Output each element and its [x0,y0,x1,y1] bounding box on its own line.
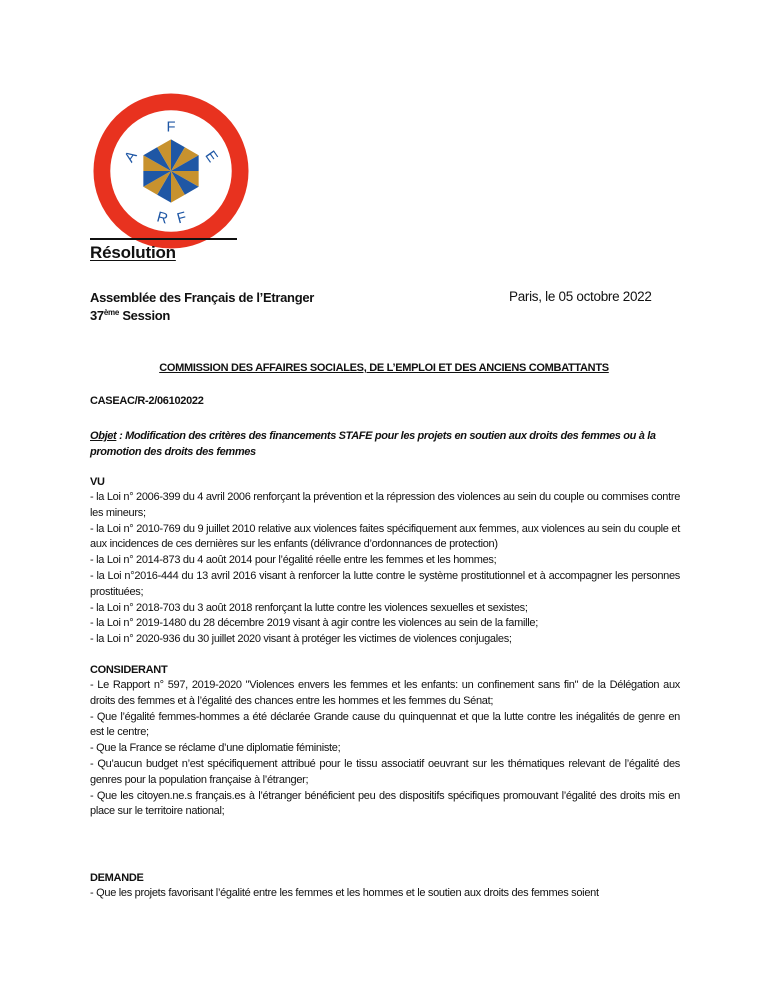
list-item: - Qu’aucun budget n’est spécifiquement attribué pour le tissu associatif oeuvrant sur les thématiques relevant de l’égalité des genres pour la population française à l’étranger; [90,757,680,786]
list-item: - la Loi n°2016-444 du 13 avril 2016 visant à renforcer la lutte contre le système prostitutionnel et à accompagner les personnes prostituées; [90,569,680,598]
logo-letter-f2: F [175,209,189,228]
title-rule [90,238,237,240]
objet-text: : Modification des critères des financements STAFE pour les projets en soutien aux droits des femmes ou à la promotion des droits des femmes [90,430,656,458]
list-item: - la Loi n° 2006-399 du 4 avril 2006 renforçant la prévention et la répression des violences au sein du couple ou commises contre les mineurs; [90,491,681,519]
list-item: - la Loi n° 2020-936 du 30 juillet 2020 visant à protéger les victimes de violences conjugales; [90,633,512,646]
list-item: - la Loi n° 2019-1480 du 28 décembre 2019 visant à agir contre les violences au sein de la famille; [90,617,538,630]
section-considerant [90,662,680,820]
organization-block [90,289,314,325]
list-item: - la Loi n° 2014-873 du 4 août 2014 pour l’égalité réelle entre les femmes et les hommes; [90,554,497,567]
section-demande [90,870,680,902]
logo-letter-f: F [166,119,176,136]
list-item: - Le Rapport n° 597, 2019-2020 "Violences envers les femmes et les enfants: un confinement sans fin" de la Délégation aux droits des femmes et à l’égalité des chances entre les hommes et les femmes du Sénat; [90,679,680,707]
list-item: - Que les citoyen.ne.s français.es à l’étranger bénéficient peu des dispositifs spécifiques promouvant l’égalité des droits mis en place sur le territoire national; [90,789,680,818]
session-number: 37 [90,308,104,323]
objet-block [90,428,680,460]
section-heading: VU [90,476,105,488]
session-suffix: ème [103,308,119,317]
afe-logo [92,92,250,250]
document-title: Résolution [90,243,176,262]
resolution-reference: CASEAC/R-2/06102022 [90,395,204,407]
section-vu [90,474,680,648]
list-item: - Que les projets favorisant l’égalité entre les femmes et les hommes et le soutien aux droits des femmes soient [90,887,599,899]
session-line [90,307,314,325]
document-date: Paris, le 05 octobre 2022 [509,289,652,304]
list-item: - la Loi n° 2018-703 du 3 août 2018 renforçant la lutte contre les violences sexuelles et sexistes; [90,601,528,614]
logo-letter-e: E [201,148,221,166]
section-heading: CONSIDERANT [90,664,168,676]
session-word: Session [122,308,171,323]
list-item: - Que la France se réclame d’une diplomatie féministe; [90,742,341,755]
logo-letter-a: A [121,148,141,166]
objet-label: Objet [90,430,117,442]
list-item: - Que l’égalité femmes-hommes a été déclarée Grande cause du quinquennat et que la lutte contre les inégalités de genre en est le centre; [90,710,680,739]
section-heading: DEMANDE [90,872,144,884]
logo-letter-r: R [154,209,170,228]
organization-name: Assemblée des Français de l’Etranger [90,290,315,305]
list-item: - la Loi n° 2010-769 du 9 juillet 2010 relative aux violences faites spécifiquement aux femmes, aux violences au sein du couple et aux incidences de ces dernières sur les enfants (délivrance d’ordonnances de protection) [90,522,680,551]
commission-heading: COMMISSION DES AFFAIRES SOCIALES, DE L’EMPLOI ET DES ANCIENS COMBATTANTS [159,362,609,374]
